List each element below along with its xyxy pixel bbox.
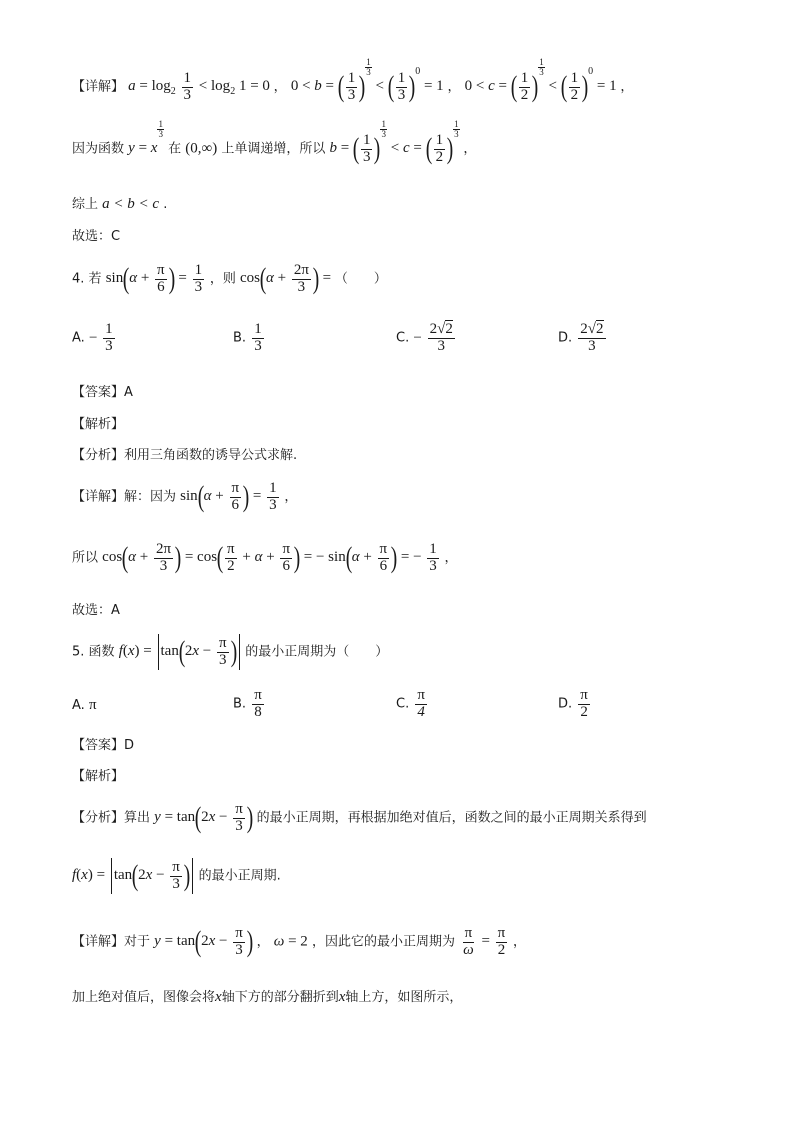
math-b-range: 0 < b = ( $\frac{1}{3}$ ) $\frac{1}{3}$ < ( $\frac{1}{3}$ )$^0$ = 1 (290, 57, 448, 103)
q4-option-c: C. − $\frac{2√2}{3}$ (396, 321, 453, 354)
detail-line-1: 【详解】 $a = \log_2$ $\frac{1}{3}$ < $\log_2 1 = 0$ ， 0 < b = ( $\frac{1}{3}$ ) $\frac{1}{3}$ < ( $\frac{1}{3}$ )$^0$ = 1 ， 0 < c = ( $\frac{1}{2}$ ) $\frac{1}{3}$ < ( $\frac{1}{2}$ )$^0$ = 1 ， (72, 57, 634, 103)
answer-4: 【答案】A (72, 385, 133, 400)
math-q4-given: sin(α + $\frac{\pi}{6}$ ) = $\frac{1}{3}$ (105, 261, 203, 295)
q5-option-c: C. $\frac{\pi}{4}$ (396, 687, 425, 720)
math-order: a < b < c (102, 196, 160, 212)
detail-4-line-2: 所以 cos(α + $\frac{2\pi}{3}$ ) = cos( $\frac{\pi}{2}$ + α + $\frac{\pi}{6}$ ) = − sin(α + $\frac{\pi}{6}$ ) = − $\frac{1}{3}$ ， (72, 540, 458, 574)
question-5: 5. 函数 f(x) = tan(2x − $\frac{\pi}{3}$ ) 的最小正周期为（ ） (72, 634, 389, 668)
q5-option-b: B. $\frac{\pi}{8}$ (233, 687, 262, 720)
summary-line: 综上 a < b < c . (72, 196, 168, 212)
math-b-lt-c: b = ( $\frac{1}{3}$ ) $\frac{1}{3}$ < c = ( $\frac{1}{2}$ ) $\frac{1}{3}$ (329, 119, 459, 165)
choice-line-4: 故选：A (72, 603, 120, 618)
q4-option-b: B. $\frac{1}{3}$ (233, 321, 262, 354)
q5-option-d: D. $\frac{\pi}{2}$ (558, 687, 588, 720)
detail-tag: 【详解】 (72, 79, 125, 95)
choice-line-3: 故选：C (72, 229, 121, 244)
math-power-func: y = x $\frac{1}{3}$ (128, 119, 163, 157)
detail-4-line-1: 【详解】解：因为 sin(α + $\frac{\pi}{6}$ ) = $\frac{1}{3}$ ， (72, 479, 298, 513)
answer-5: 【答案】D (72, 738, 135, 753)
jiexi-4: 【解析】 (72, 417, 125, 432)
analysis-5-line-1: 【分析】算出 y = tan(2x − $\frac{\pi}{3}$ ) 的最小正周期，再根据加绝对值后，函数之间的最小正周期关系得到 (72, 800, 647, 834)
math-interval: (0,∞) (185, 140, 218, 157)
q5-option-a: A. π (72, 697, 97, 713)
last-line: 加上绝对值后，图像会将x轴下方的部分翻折到x轴上方，如图所示， (72, 989, 463, 1005)
jiexi-5: 【解析】 (72, 769, 125, 784)
math-q4-target: cos(α + $\frac{2\pi}{3}$ ) = (240, 261, 335, 295)
analysis-4: 【分析】利用三角函数的诱导公式求解. (72, 448, 298, 463)
q4-option-a: A. − $\frac{1}{3}$ (72, 321, 113, 354)
math-a-log: $a = \log_2$ $\frac{1}{3}$ < $\log_2 1 = 0$ (128, 69, 274, 103)
q4-option-d: D. $\frac{2√2}{3}$ (558, 321, 604, 354)
question-4: 4. 若 sin(α + $\frac{\pi}{6}$ ) = $\frac{1}{3}$ ，则 cos(α + $\frac{2\pi}{3}$ ) = （ ） (72, 261, 387, 295)
math-c-range: 0 < c = ( $\frac{1}{2}$ ) $\frac{1}{3}$ < ( $\frac{1}{2}$ )$^0$ = 1 (464, 57, 621, 103)
detail-5-line-1: 【详解】对于 y = tan(2x − $\frac{\pi}{3}$ ) ， ω = 2 ，因此它的最小正周期为 $\frac{\pi}{\omega}$ = $\frac{\pi}{2}$ ， (72, 924, 527, 958)
detail-line-2: 因为函数 y = x $\frac{1}{3}$ 在 (0,∞) 上单调递增，所以 b = ( $\frac{1}{3}$ ) $\frac{1}{3}$ < c = ( $\frac{1}{2}$ ) $\frac{1}{3}$ ， (72, 119, 477, 165)
analysis-5-line-2: f(x) = tan(2x − $\frac{\pi}{3}$ ) 的最小正周期. (72, 858, 281, 892)
